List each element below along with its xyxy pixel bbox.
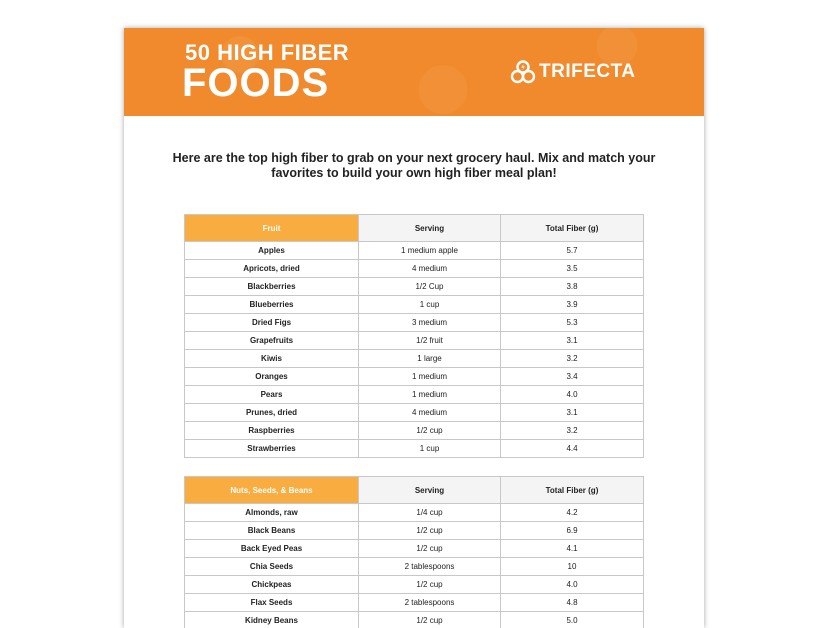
serving-cell: 1/2 fruit [359, 332, 501, 350]
table-row [185, 260, 644, 278]
serving-cell: 4 medium [359, 404, 501, 422]
trifecta-logo-icon [510, 59, 536, 85]
food-name-cell: Dried Figs [185, 314, 359, 332]
table-header-row [185, 477, 644, 504]
serving-header: Serving [359, 477, 501, 504]
fiber-header: Total Fiber (g) [501, 477, 644, 504]
fiber-cell: 4.1 [501, 540, 644, 558]
food-name-cell: Kidney Beans [185, 612, 359, 628]
serving-cell: 2 tablespoons [359, 594, 501, 612]
table-row [185, 404, 644, 422]
brand-logo [510, 59, 636, 85]
food-name-cell: Apples [185, 242, 359, 260]
food-name-cell: Chickpeas [185, 576, 359, 594]
fiber-cell: 3.5 [501, 260, 644, 278]
category-header: Nuts, Seeds, & Beans [185, 477, 359, 504]
fruit-table [184, 214, 644, 458]
table-row [185, 440, 644, 458]
serving-cell: 1 large [359, 350, 501, 368]
serving-cell: 1/2 cup [359, 522, 501, 540]
serving-cell: 1/2 cup [359, 612, 501, 628]
fiber-cell: 5.0 [501, 612, 644, 628]
document-page [124, 28, 704, 628]
table-row [185, 540, 644, 558]
fiber-cell: 4.8 [501, 594, 644, 612]
food-name-cell: Blackberries [185, 278, 359, 296]
food-name-cell: Kiwis [185, 350, 359, 368]
fiber-cell: 6.9 [501, 522, 644, 540]
serving-cell: 1 medium [359, 368, 501, 386]
serving-cell: 1/2 cup [359, 422, 501, 440]
table-row [185, 332, 644, 350]
table-row [185, 612, 644, 628]
serving-cell: 1 cup [359, 296, 501, 314]
food-name-cell: Apricots, dried [185, 260, 359, 278]
title-line-2: FOODS [182, 64, 329, 102]
table-row [185, 576, 644, 594]
serving-cell: 1 medium [359, 386, 501, 404]
category-header: Fruit [185, 215, 359, 242]
fiber-cell: 3.2 [501, 422, 644, 440]
serving-cell: 1 cup [359, 440, 501, 458]
table-row [185, 386, 644, 404]
fiber-cell: 3.1 [501, 332, 644, 350]
table-row [185, 522, 644, 540]
food-name-cell: Flax Seeds [185, 594, 359, 612]
table-row [185, 594, 644, 612]
nuts-seeds-beans-table [184, 476, 644, 628]
food-name-cell: Pears [185, 386, 359, 404]
table-row [185, 314, 644, 332]
food-name-cell: Almonds, raw [185, 504, 359, 522]
serving-cell: 1/4 cup [359, 504, 501, 522]
food-name-cell: Raspberries [185, 422, 359, 440]
table-row [185, 368, 644, 386]
serving-header: Serving [359, 215, 501, 242]
food-name-cell: Oranges [185, 368, 359, 386]
serving-cell: 1 medium apple [359, 242, 501, 260]
serving-cell: 3 medium [359, 314, 501, 332]
food-name-cell: Black Beans [185, 522, 359, 540]
fiber-cell: 3.4 [501, 368, 644, 386]
fiber-cell: 4.0 [501, 576, 644, 594]
intro-text: Here are the top high fiber to grab on your next grocery haul. Mix and match your favorites to build your own high fiber meal plan! [164, 151, 664, 181]
fiber-cell: 4.0 [501, 386, 644, 404]
food-name-cell: Grapefruits [185, 332, 359, 350]
food-name-cell: Chia Seeds [185, 558, 359, 576]
serving-cell: 1/2 Cup [359, 278, 501, 296]
serving-cell: 2 tablespoons [359, 558, 501, 576]
serving-cell: 1/2 cup [359, 540, 501, 558]
brand-name: TRIFECTA [539, 59, 636, 85]
food-name-cell: Prunes, dried [185, 404, 359, 422]
fiber-cell: 3.9 [501, 296, 644, 314]
fiber-cell: 5.7 [501, 242, 644, 260]
food-name-cell: Strawberries [185, 440, 359, 458]
table-row [185, 242, 644, 260]
table-header-row [185, 215, 644, 242]
table-row [185, 278, 644, 296]
serving-cell: 1/2 cup [359, 576, 501, 594]
header-banner [124, 28, 704, 116]
serving-cell: 4 medium [359, 260, 501, 278]
title-line-1: 50 HIGH FIBER [185, 42, 349, 64]
fiber-cell: 5.3 [501, 314, 644, 332]
table-row [185, 350, 644, 368]
fiber-cell: 10 [501, 558, 644, 576]
fiber-cell: 4.4 [501, 440, 644, 458]
fiber-cell: 3.8 [501, 278, 644, 296]
food-name-cell: Back Eyed Peas [185, 540, 359, 558]
fiber-header: Total Fiber (g) [501, 215, 644, 242]
fiber-cell: 3.2 [501, 350, 644, 368]
table-row [185, 504, 644, 522]
table-row [185, 296, 644, 314]
fiber-cell: 3.1 [501, 404, 644, 422]
fiber-cell: 4.2 [501, 504, 644, 522]
table-row [185, 422, 644, 440]
food-name-cell: Blueberries [185, 296, 359, 314]
table-row [185, 558, 644, 576]
